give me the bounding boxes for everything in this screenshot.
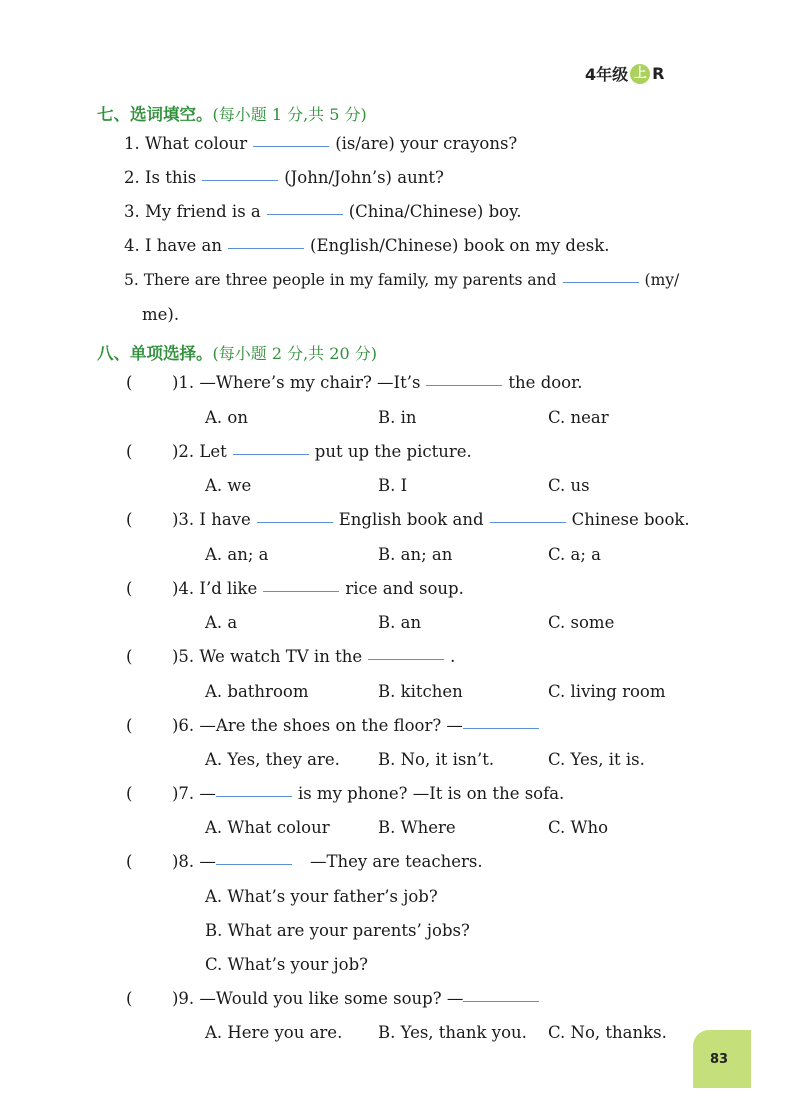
question-7-post: is my phone? —It is on the sofa. xyxy=(297,784,565,803)
question-8-post: —They are teachers. xyxy=(309,852,483,871)
grade-suffix: R xyxy=(652,64,665,83)
question-2-post: put up the picture. xyxy=(314,442,472,461)
question-4-post: rice and soup. xyxy=(345,579,464,598)
answer-blank xyxy=(233,453,309,455)
s7-item-2-post: (John/John’s) aunt? xyxy=(284,168,444,187)
q3-option-a: A. an; a xyxy=(205,545,269,564)
answer-blank[interactable] xyxy=(202,179,278,181)
question-2 xyxy=(172,442,472,461)
answer-blank xyxy=(368,658,444,660)
answer-blank xyxy=(490,521,566,523)
s7-item-5 xyxy=(124,271,679,289)
grade-label xyxy=(585,62,664,85)
q1-option-b: B. in xyxy=(378,408,417,427)
s7-item-5-post: (my/ xyxy=(644,271,680,289)
answer-paren[interactable]: ( xyxy=(126,442,133,461)
answer-blank xyxy=(463,727,539,729)
grade-prefix: 4年级 xyxy=(585,65,629,84)
q2-option-b: B. I xyxy=(378,476,408,495)
question-3-text: )3. I have xyxy=(172,510,251,529)
question-5-text: )5. We watch TV in the xyxy=(172,647,363,666)
s7-item-2-pre: 2. Is this xyxy=(124,168,197,187)
answer-blank xyxy=(263,590,339,592)
s7-item-1-pre: 1. What colour xyxy=(124,134,248,153)
q9-option-c: C. No, thanks. xyxy=(548,1023,667,1042)
answer-blank xyxy=(216,863,292,865)
answer-blank[interactable] xyxy=(267,213,343,215)
q8-option-b: B. What are your parents’ jobs? xyxy=(205,921,470,940)
s7-item-5-cont: me). xyxy=(142,305,180,324)
s7-item-4-pre: 4. I have an xyxy=(124,236,223,255)
question-7-text: )7. — xyxy=(172,784,216,803)
question-4-text: )4. I’d like xyxy=(172,579,258,598)
s7-item-3 xyxy=(124,202,521,221)
q7-option-a: A. What colour xyxy=(205,818,330,837)
s7-item-3-post: (China/Chinese) boy. xyxy=(348,202,522,221)
question-9 xyxy=(172,989,545,1008)
section7-title: 七、选词填空。 xyxy=(97,105,213,124)
answer-blank[interactable] xyxy=(253,145,329,147)
s7-item-1-post: (is/are) your crayons? xyxy=(335,134,518,153)
question-3 xyxy=(172,510,690,529)
answer-blank xyxy=(463,1000,539,1002)
page-number: 83 xyxy=(710,1052,729,1067)
q5-option-c: C. living room xyxy=(548,682,666,701)
question-5-post: . xyxy=(450,647,456,666)
q9-option-b: B. Yes, thank you. xyxy=(378,1023,527,1042)
section8-heading xyxy=(97,340,377,364)
answer-paren[interactable]: ( xyxy=(126,716,133,735)
q4-option-a: A. a xyxy=(205,613,238,632)
answer-blank[interactable] xyxy=(228,247,304,249)
q2-option-a: A. we xyxy=(205,476,252,495)
question-1 xyxy=(172,373,582,392)
question-2-text: )2. Let xyxy=(172,442,227,461)
q9-option-a: A. Here you are. xyxy=(205,1023,343,1042)
q5-option-a: A. bathroom xyxy=(205,682,309,701)
q7-option-c: C. Who xyxy=(548,818,609,837)
question-6-text: )6. —Are the shoes on the floor? — xyxy=(172,716,463,735)
q3-option-c: C. a; a xyxy=(548,545,602,564)
s7-item-2 xyxy=(124,168,444,187)
s7-item-5-pre: 5. There are three people in my family, my parents and xyxy=(124,271,557,289)
q6-option-b: B. No, it isn’t. xyxy=(378,750,495,769)
answer-paren[interactable]: ( xyxy=(126,510,133,529)
question-4 xyxy=(172,579,464,598)
question-8 xyxy=(172,852,483,871)
q2-option-c: C. us xyxy=(548,476,590,495)
section8-title: 八、单项选择。 xyxy=(97,344,213,363)
q4-option-b: B. an xyxy=(378,613,422,632)
s7-item-4 xyxy=(124,236,609,255)
answer-paren[interactable]: ( xyxy=(126,989,133,1008)
grade-badge: 上 xyxy=(630,64,650,84)
answer-paren[interactable]: ( xyxy=(126,852,133,871)
answer-paren[interactable]: ( xyxy=(126,579,133,598)
question-9-text: )9. —Would you like some soup? — xyxy=(172,989,464,1008)
q7-option-b: B. Where xyxy=(378,818,456,837)
q5-option-b: B. kitchen xyxy=(378,682,463,701)
answer-paren[interactable]: ( xyxy=(126,647,133,666)
q8-option-c: C. What’s your job? xyxy=(205,955,369,974)
q4-option-c: C. some xyxy=(548,613,615,632)
section7-heading xyxy=(97,101,367,125)
q8-option-a: A. What’s your father’s job? xyxy=(205,887,438,906)
answer-blank xyxy=(426,384,502,386)
answer-paren[interactable]: ( xyxy=(126,373,133,392)
section7-note: (每小题 1 分,共 5 分) xyxy=(212,105,367,124)
s7-item-3-pre: 3. My friend is a xyxy=(124,202,261,221)
question-8-text: )8. — xyxy=(172,852,216,871)
answer-paren[interactable]: ( xyxy=(126,784,133,803)
question-6 xyxy=(172,716,545,735)
q3-option-b: B. an; an xyxy=(378,545,453,564)
answer-blank xyxy=(257,521,333,523)
section8-note: (每小题 2 分,共 20 分) xyxy=(212,344,377,363)
answer-blank[interactable] xyxy=(563,281,639,283)
s7-item-4-post: (English/Chinese) book on my desk. xyxy=(310,236,610,255)
answer-blank xyxy=(216,795,292,797)
question-3-mid: English book and xyxy=(338,510,484,529)
question-1-post: the door. xyxy=(508,373,583,392)
q6-option-a: A. Yes, they are. xyxy=(205,750,340,769)
q1-option-c: C. near xyxy=(548,408,609,427)
question-7 xyxy=(172,784,564,803)
q6-option-c: C. Yes, it is. xyxy=(548,750,645,769)
question-5 xyxy=(172,647,455,666)
s7-item-1 xyxy=(124,134,517,153)
question-1-text: )1. —Where’s my chair? —It’s xyxy=(172,373,421,392)
question-3-post: Chinese book. xyxy=(571,510,690,529)
q1-option-a: A. on xyxy=(205,408,248,427)
